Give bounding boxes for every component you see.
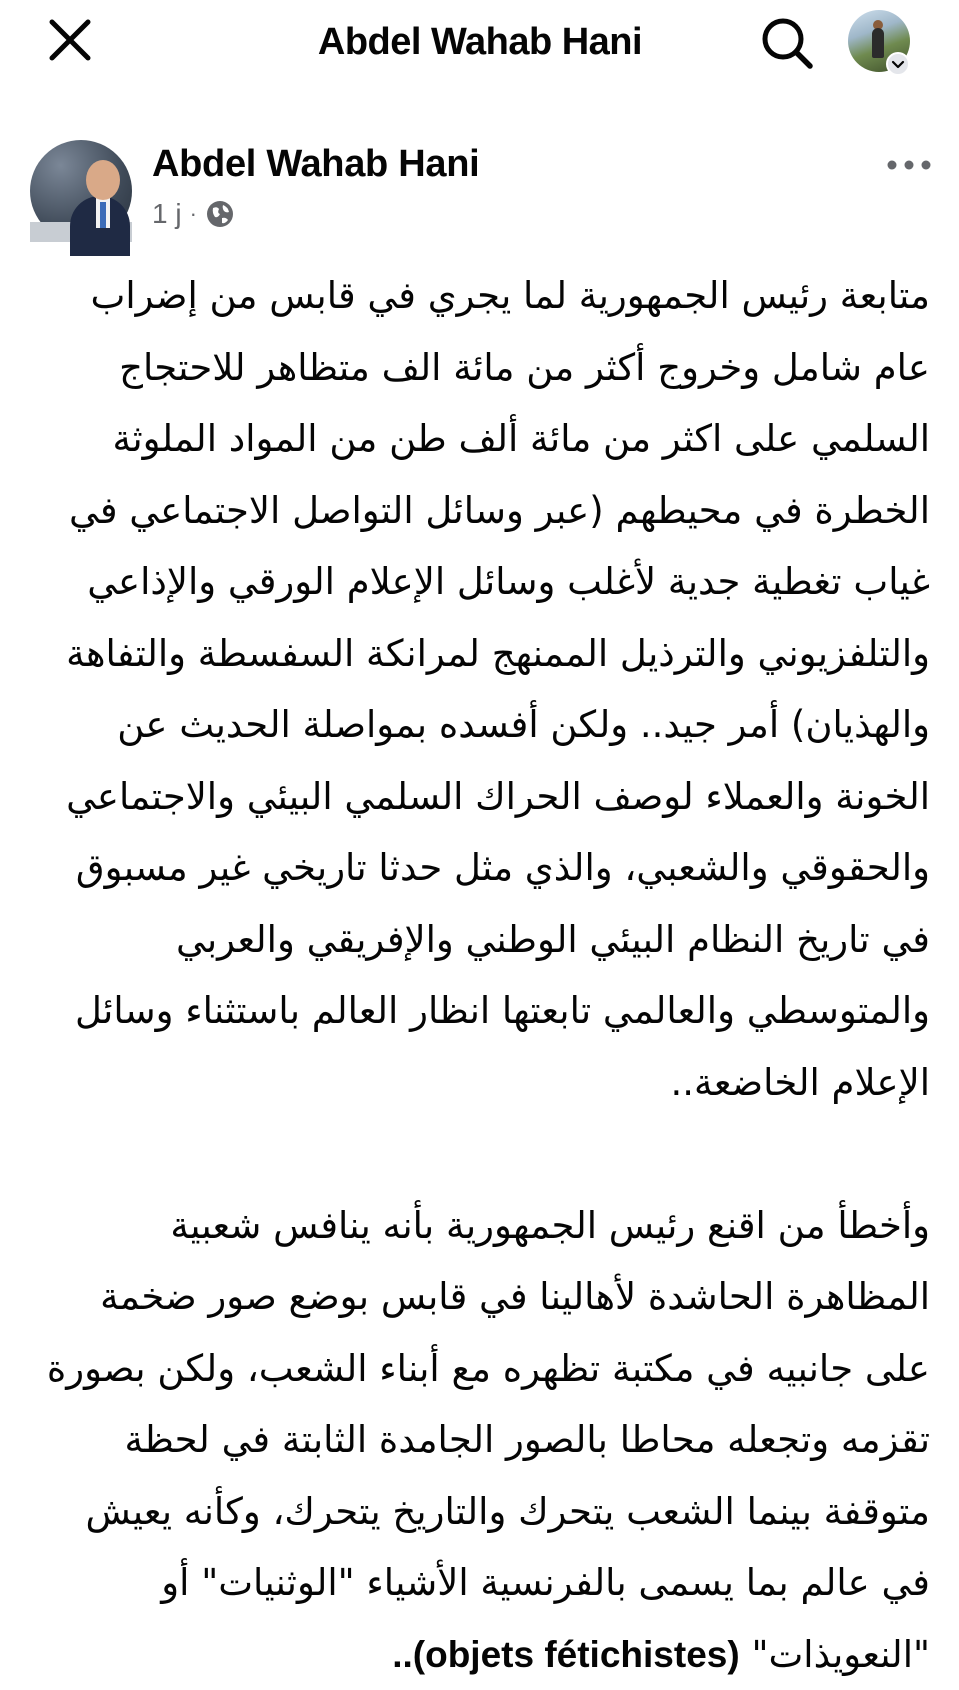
post-paragraph-2 (28, 1190, 930, 1690)
profile-menu-button[interactable] (848, 10, 910, 72)
top-bar (0, 0, 959, 84)
search-icon (758, 14, 816, 72)
page-title: Abdel Wahab Hani (150, 14, 810, 70)
search-button[interactable] (758, 14, 816, 72)
dropdown-badge (886, 52, 910, 76)
chevron-down-icon (888, 54, 908, 74)
paragraph-2-ending: .. (392, 1634, 413, 1675)
more-options-icon (884, 150, 934, 180)
post-text (28, 260, 930, 1690)
post-author-name[interactable]: Abdel Wahab Hani (152, 138, 479, 190)
close-icon (44, 14, 96, 66)
post-timestamp[interactable]: 1 j (152, 198, 182, 230)
post-paragraph-1: متابعة رئيس الجمهورية لما يجري في قابس من إضراب عام شامل وخروج أكثر من مائة الف متظاهر للاحتجاج السلمي على اكثر من مائة ألف طن من المواد الملوثة الخطرة في محيطهم (عبر وسائل التواصل الاجتماعي في غياب تغطية جدية لأغلب وسائل الإعلام الورقي والإذاعي والتلفزيوني والترذيل الممنهج لمرانكة السفسطة والتفاهة والهذيان) أمر جيد.. ولكن أفسده بمواصلة الحديث عن الخونة والعملاء لوصف الحراك السلمي البيئي والاجتماعي والحقوقي والشعبي، والذي مثل حدثا تاريخي غير مسبوق في تاريخ النظام البيئي الوطني والإفريقي والعربي والمتوسطي والعالمي تابعتها انظار العالم باستثناء وسائل الإعلام الخاضعة.. (28, 260, 930, 1118)
post-meta (152, 196, 235, 232)
close-button[interactable] (44, 14, 96, 66)
post-paragraph-2-text: وأخطأ من اقنع رئيس الجمهورية بأنه ينافس شعبية المظاهرة الحاشدة لأهالينا في قابس بوضع صور ضخمة على جانبيه في مكتبة تظهره مع أبناء الشعب، ولكن بصورة تقزمه وتجعله محاطا بالصور الجامدة الثابتة في لحظة متوقفة بينما الشعب يتحرك والتاريخ يتحرك، وكأنه يعيش في عالم بما يسمى بالفرنسية الأشياء "الوثنيات" أو "النعويذات" (47, 1204, 930, 1676)
author-avatar[interactable] (30, 140, 132, 242)
french-term: (objets fétichistes) (413, 1634, 740, 1675)
more-options-button[interactable] (884, 150, 934, 180)
meta-separator: · (190, 201, 197, 227)
globe-icon[interactable] (205, 199, 235, 229)
paragraph-gap (28, 1118, 930, 1190)
